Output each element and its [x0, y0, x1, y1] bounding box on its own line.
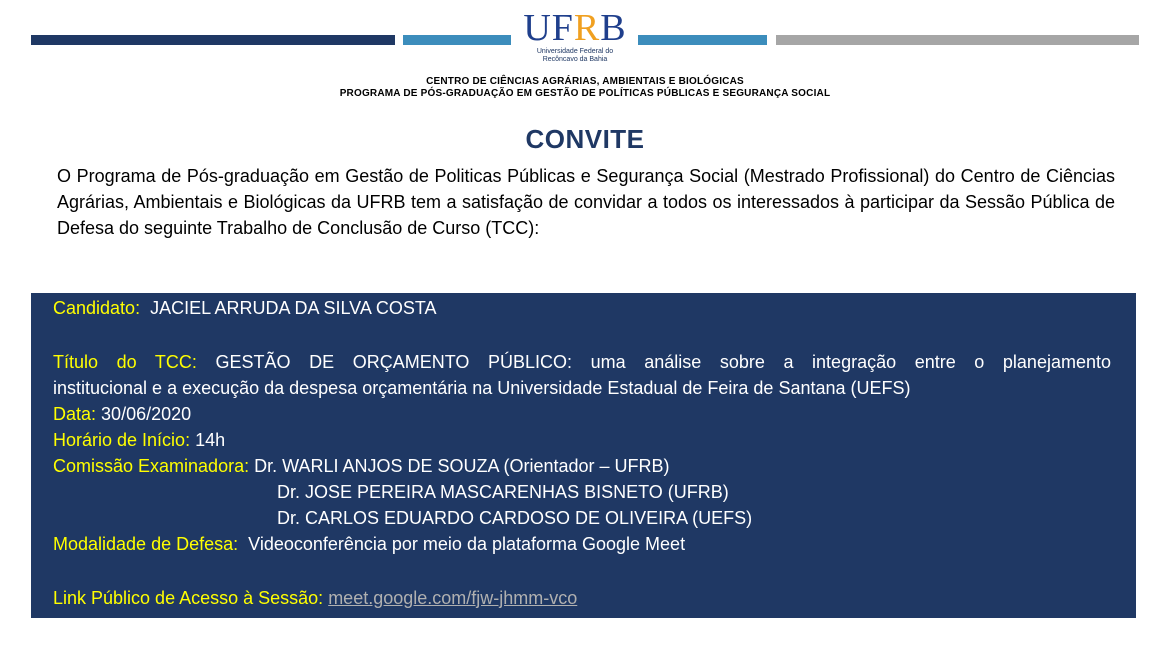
date-value: 30/06/2020 [101, 404, 192, 424]
intro-paragraph: O Programa de Pós-graduação em Gestão de Politicas Públicas e Segurança Social (Mestrado Profissional) do Centro de Ciências Agrárias, Ambientais e Biológicas da UFRB tem a satisfação de convidar a todos os interessados à participar da Sessão Pública de Defesa do seguinte Trabalho de Conclusão de Curso (TCC): [57, 166, 1115, 238]
time-value: 14h [195, 430, 226, 450]
date-row [53, 401, 191, 427]
date-label: Data: [53, 404, 97, 424]
link-label: Link Público de Acesso à Sessão: [53, 588, 324, 608]
details-panel [31, 293, 1136, 618]
logo-subtitle: Universidade Federal do Recôncavo da Bahia [536, 48, 614, 63]
candidate-value: JACIEL ARRUDA DA SILVA COSTA [150, 298, 437, 318]
center-name: CENTRO DE CIÊNCIAS AGRÁRIAS, AMBIENTAIS E BIOLÓGICAS [426, 76, 744, 87]
header-bar-blue-right [638, 35, 767, 45]
tcc-title-label: Título do TCC: [53, 352, 197, 372]
header-bar-gray [776, 35, 1139, 45]
tcc-title-row-2: institucional e a execução da despesa orçamentária na Universidade Estadual de Feira de Santana (UEFS) [53, 378, 911, 398]
tcc-title-line1: GESTÃO DE ORÇAMENTO PÚBLICO: uma análise sobre a integração entre o planejamento [215, 352, 1111, 372]
candidate-row [53, 295, 437, 321]
mode-value: Videoconferência por meio da plataforma Google Meet [248, 534, 686, 554]
header-bar-navy [31, 35, 395, 45]
time-row [53, 427, 225, 453]
mode-label: Modalidade de Defesa: [53, 534, 239, 554]
meet-link[interactable]: meet.google.com/fjw-jhmm-vco [328, 588, 578, 608]
header-bar-blue-left [403, 35, 511, 45]
ufrb-logo [520, 8, 630, 64]
time-label: Horário de Início: [53, 430, 191, 450]
committee-member-3: Dr. CARLOS EDUARDO CARDOSO DE OLIVEIRA (UEFS) [277, 508, 753, 528]
committee-member-2: Dr. JOSE PEREIRA MASCARENHAS BISNETO (UFRB) [277, 482, 729, 502]
tcc-title-row-1 [53, 349, 1111, 375]
page-title: CONVITE [525, 124, 645, 154]
committee-member-1: Dr. WARLI ANJOS DE SOUZA (Orientador – UFRB) [254, 456, 670, 476]
committee-row [53, 453, 670, 479]
committee-label: Comissão Examinadora: [53, 456, 250, 476]
logo-wordmark: UFRB [523, 7, 627, 49]
candidate-label: Candidato: [53, 298, 141, 318]
program-name: PROGRAMA DE PÓS-GRADUAÇÃO EM GESTÃO DE POLÍTICAS PÚBLICAS E SEGURANÇA SOCIAL [339, 88, 831, 99]
mode-row [53, 531, 685, 557]
link-row [53, 585, 577, 611]
